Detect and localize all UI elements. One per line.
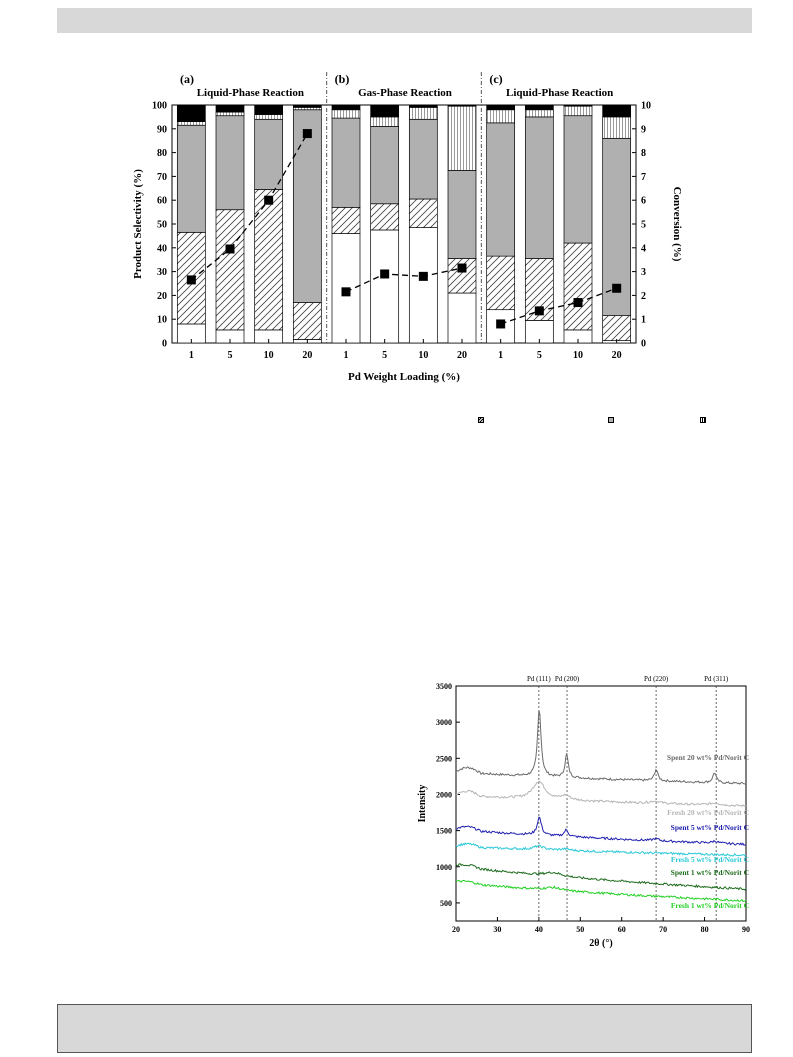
bar-segment-gray <box>409 119 437 199</box>
y-tick-label: 60 <box>157 195 167 207</box>
bar-segment-vertical-lines <box>332 110 360 118</box>
bar-segment-gray <box>177 125 205 232</box>
xrd-y-tick-label: 2000 <box>436 790 452 800</box>
xrd-x-tick-label: 60 <box>617 925 626 934</box>
bar-segment-black <box>525 105 553 110</box>
bar-segment-hatched <box>487 256 515 310</box>
xrd-x-tick-label: 90 <box>742 925 750 934</box>
bar-segment-vertical-lines <box>525 110 553 117</box>
xrd-series-line <box>456 710 746 784</box>
y-tick-label: 90 <box>157 124 167 136</box>
xrd-x-tick-label: 30 <box>493 925 502 934</box>
y2-tick-label: 10 <box>641 100 651 112</box>
conversion-point <box>264 196 273 205</box>
bar-segment-white <box>448 293 476 343</box>
y-tick-label: 20 <box>157 290 167 302</box>
bar-segment-gray <box>371 126 399 203</box>
bar-segment-vertical-lines <box>255 115 283 120</box>
bar-segment-gray <box>564 116 592 243</box>
xrd-y-tick-label: 1000 <box>436 862 452 872</box>
y-tick-label: 80 <box>157 148 167 160</box>
x-tick-label: 20 <box>302 350 313 361</box>
xrd-x-tick-label: 50 <box>576 925 585 934</box>
panel-title: Gas-Phase Reaction <box>358 87 452 99</box>
bar-segment-vertical-lines <box>448 106 476 170</box>
bar-segment-vertical-lines <box>293 107 321 109</box>
bar-segment-gray <box>332 118 360 207</box>
conversion-point <box>187 275 196 284</box>
conversion-point <box>612 284 621 293</box>
y2-tick-label: 7 <box>641 171 646 183</box>
bar-segment-gray <box>216 116 244 210</box>
bar-segment-gray <box>293 110 321 303</box>
xrd-series-label: Spent 20 wt% Pd/Norit C <box>666 753 749 762</box>
conversion-line <box>346 268 462 292</box>
x-tick-label: 1 <box>343 350 349 361</box>
xrd-series-line <box>456 880 746 901</box>
y2-tick-label: 9 <box>641 124 646 136</box>
conversion-point <box>226 244 235 253</box>
xrd-y-tick-label: 3500 <box>436 682 452 691</box>
selectivity-conversion-chart <box>0 0 793 400</box>
panel-title: Liquid-Phase Reaction <box>506 87 614 99</box>
xrd-series-label: Spent 1 wt% Pd/Norit C <box>670 868 749 877</box>
conversion-point <box>574 298 583 307</box>
bar-segment-hatched <box>603 316 631 341</box>
y-tick-label: 50 <box>157 219 167 231</box>
bar-segment-white <box>371 230 399 343</box>
bar-segment-black <box>487 105 515 110</box>
bar-segment-vertical-lines <box>564 106 592 116</box>
bar-segment-black <box>332 105 360 110</box>
bar-segment-black <box>603 105 631 117</box>
y2-tick-label: 0 <box>641 338 646 350</box>
bar-segment-black <box>448 105 476 106</box>
xrd-y-tick-label: 3000 <box>436 718 452 728</box>
xrd-plot-frame <box>456 686 746 921</box>
bar-segment-hatched <box>371 204 399 230</box>
footer-band <box>57 1004 752 1053</box>
x-tick-label: 1 <box>498 350 504 361</box>
conversion-point <box>342 287 351 296</box>
bar-segment-hatched <box>216 210 244 330</box>
x-axis-label: Pd Weight Loading (%) <box>348 371 460 383</box>
x-tick-label: 5 <box>227 350 233 361</box>
bar-segment-hatched <box>409 199 437 228</box>
legend-swatch-gray <box>608 417 614 423</box>
bar-segment-white <box>409 228 437 343</box>
xrd-y-tick-label: 1500 <box>436 826 452 836</box>
xrd-y-tick-label: 2500 <box>436 754 452 764</box>
xrd-series-line <box>456 817 746 845</box>
bar-segment-hatched <box>293 303 321 340</box>
panel-letter: (a) <box>180 72 194 86</box>
conversion-point <box>535 306 544 315</box>
xrd-x-axis-label: 2θ (°) <box>589 938 613 949</box>
bar-segment-black <box>216 105 244 112</box>
y-tick-label: 30 <box>157 267 167 279</box>
x-tick-label: 1 <box>188 350 194 361</box>
bar-segment-vertical-lines <box>487 110 515 123</box>
xrd-series-line <box>456 781 746 806</box>
bar-segment-gray <box>487 123 515 256</box>
panel-letter: (b) <box>334 72 350 86</box>
bar-segment-vertical-lines <box>603 117 631 138</box>
peak-label: Pd (200) <box>554 675 580 683</box>
bar-segment-black <box>564 105 592 106</box>
bar-segment-gray <box>255 119 283 189</box>
bar-segment-vertical-lines <box>371 117 399 127</box>
y2-tick-label: 3 <box>641 267 646 279</box>
y2-axis-label: Conversion (%) <box>671 186 683 262</box>
bar-segment-black <box>371 105 399 117</box>
y2-tick-label: 4 <box>641 243 646 255</box>
xrd-series-line <box>456 864 746 890</box>
legend-swatch-hatched <box>478 417 484 423</box>
bar-segment-gray <box>525 117 553 259</box>
xrd-x-tick-label: 20 <box>452 925 460 934</box>
bar-segment-hatched <box>332 207 360 233</box>
conversion-point <box>380 269 389 278</box>
xrd-y-axis-label: Intensity <box>417 784 428 823</box>
x-tick-label: 20 <box>457 350 467 361</box>
peak-label: Pd (111) <box>526 675 551 683</box>
bar-segment-hatched <box>564 243 592 330</box>
xrd-series-label: Fresh 5 wt% Pd/Norit C <box>670 855 749 864</box>
legend-swatch-vertical-lines <box>700 417 706 423</box>
y-tick-label: 100 <box>152 100 167 112</box>
conversion-point <box>419 272 428 281</box>
panel-letter: (c) <box>489 72 503 86</box>
bar-segment-gray <box>448 170 476 258</box>
y2-tick-label: 5 <box>641 219 646 231</box>
bar-segment-black <box>255 105 283 115</box>
xrd-series-label: Fresh 20 wt% Pd/Norit C <box>667 808 749 817</box>
conversion-point <box>303 129 312 138</box>
bar-segment-black <box>177 105 205 122</box>
xrd-series-label: Fresh 1 wt% Pd/Norit C <box>670 901 749 910</box>
x-tick-label: 20 <box>611 350 622 361</box>
y2-tick-label: 6 <box>641 195 646 207</box>
x-tick-label: 5 <box>382 350 388 361</box>
bar-segment-black <box>293 105 321 107</box>
peak-label: Pd (311) <box>704 675 729 683</box>
xrd-series-line <box>456 843 746 856</box>
y-axis-label: Product Selectivity (%) <box>132 169 144 279</box>
y-tick-label: 40 <box>157 243 167 255</box>
panel-title: Liquid-Phase Reaction <box>196 87 304 99</box>
x-tick-label: 10 <box>573 350 583 361</box>
bar-segment-hatched <box>255 189 283 329</box>
x-tick-label: 10 <box>418 350 429 361</box>
conversion-point <box>458 264 467 273</box>
conversion-line <box>191 134 307 280</box>
x-tick-label: 5 <box>536 350 542 361</box>
y-tick-label: 0 <box>162 338 167 350</box>
bar-segment-vertical-lines <box>216 112 244 116</box>
xrd-x-tick-label: 70 <box>659 925 668 934</box>
bar-segment-vertical-lines <box>177 122 205 126</box>
xrd-x-tick-label: 40 <box>534 925 543 934</box>
bar-segment-vertical-lines <box>409 107 437 119</box>
xrd-series-label: Spent 5 wt% Pd/Norit C <box>670 823 749 832</box>
conversion-point <box>496 319 505 328</box>
conversion-line <box>501 288 617 324</box>
y2-tick-label: 8 <box>641 148 646 160</box>
y2-tick-label: 1 <box>641 314 646 326</box>
y2-tick-label: 2 <box>641 290 646 302</box>
xrd-y-tick-label: 500 <box>440 898 452 908</box>
x-tick-label: 10 <box>263 350 274 361</box>
xrd-x-tick-label: 80 <box>700 925 709 934</box>
y-tick-label: 70 <box>157 171 167 183</box>
peak-label: Pd (220) <box>643 675 669 683</box>
bar-segment-black <box>409 105 437 107</box>
y-tick-label: 10 <box>157 314 167 326</box>
